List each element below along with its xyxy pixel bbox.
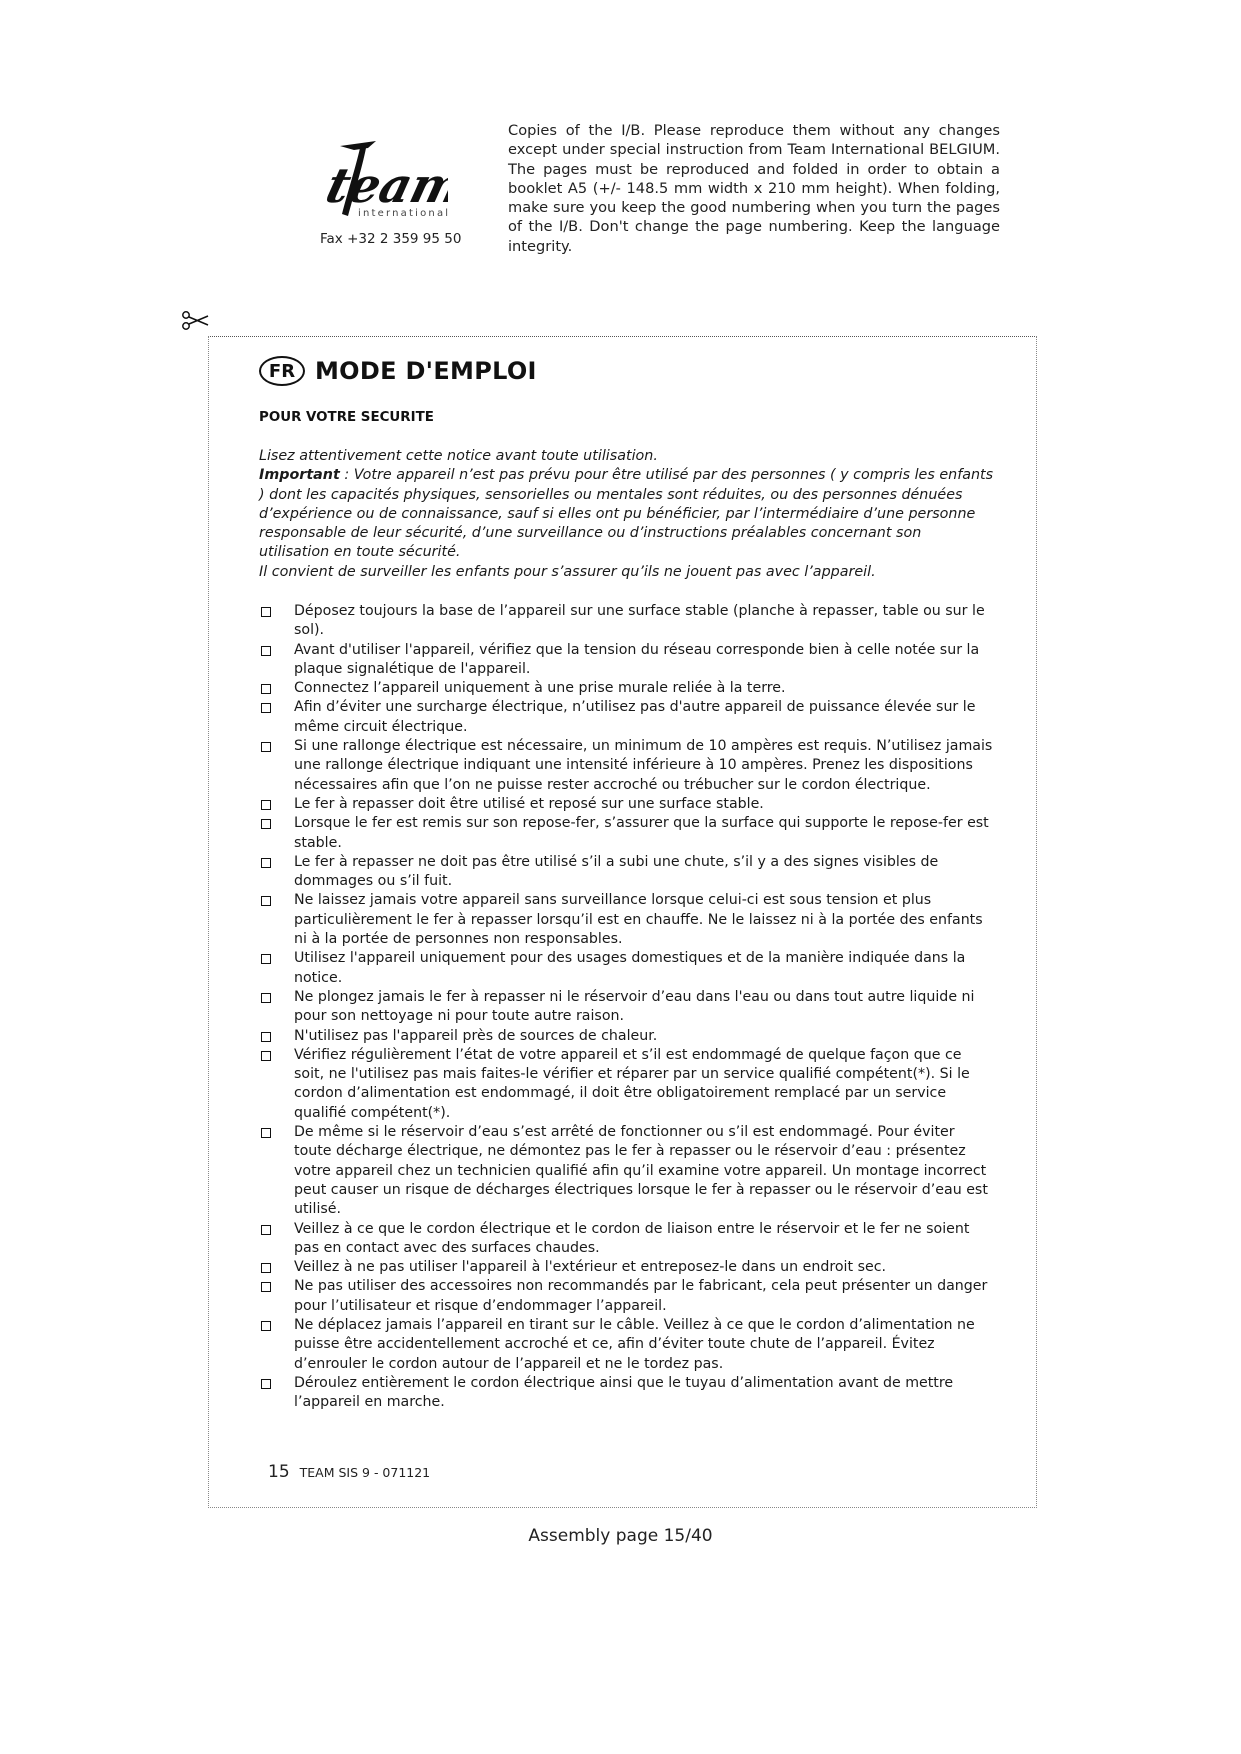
list-item — [259, 814, 995, 853]
checkbox-icon — [261, 896, 271, 906]
checkbox-icon — [261, 1051, 271, 1061]
checkbox-icon — [261, 819, 271, 829]
list-item-text: Le fer à repasser ne doit pas être utilisé s’il a subi une chute, s’il y a des signes visibles de dommages ou s’il fuit. — [294, 853, 939, 890]
list-item — [259, 853, 995, 892]
list-item — [259, 1258, 995, 1277]
checkbox-icon — [261, 1282, 271, 1292]
important-text: : Votre appareil n’est pas prévu pour être utilisé par des personnes ( y compris les enfants ) dont les capacités physiques, sensorielles ou mentales sont réduites, ou des personnes dénuées d’expérience ou de connaissance, sauf si elles ont pu bénéficier, par l’intermédiaire d’une personne responsable de leur sécurité, d’une surveillance ou d’instructions préalables concernant son utilisation en toute sécurité. — [259, 467, 994, 561]
list-item — [259, 641, 995, 680]
fax-number: Fax +32 2 359 95 50 — [320, 231, 462, 247]
list-item-text: Veillez à ne pas utiliser l'appareil à l'extérieur et entreposez-le dans un endroit sec. — [294, 1259, 887, 1276]
scissors-icon — [181, 309, 209, 331]
page-number: 15 — [268, 1462, 290, 1482]
logo-subtext: international — [358, 208, 448, 219]
checkbox-icon — [261, 607, 271, 617]
list-item — [259, 737, 995, 795]
checkbox-icon — [261, 1321, 271, 1331]
list-item-text: Veillez à ce que le cordon électrique et le cordon de liaison entre le réservoir et le fer ne soient pas en contact avec des surfaces chaudes. — [294, 1220, 970, 1256]
logo-graphic — [318, 136, 448, 226]
checkbox-icon — [261, 1379, 271, 1389]
checkbox-icon — [261, 1263, 271, 1273]
intro-important-paragraph — [259, 466, 995, 562]
important-label: Important — [259, 467, 340, 484]
list-item-text: Connectez l’appareil uniquement à une prise murale reliée à la terre. — [294, 680, 786, 697]
list-item-text: Afin d’éviter une surcharge électrique, n’utilisez pas d'autre appareil de puissance élevée sur le même circuit électrique. — [294, 699, 976, 735]
checkbox-icon — [261, 742, 271, 752]
list-item — [259, 1277, 995, 1316]
list-item-text: N'utilisez pas l'appareil près de sources de chaleur. — [294, 1027, 658, 1044]
checkbox-icon — [261, 703, 271, 713]
list-item-text: Déroulez entièrement le cordon électrique ainsi que le tuyau d’alimentation avant de mettre l’appareil en marche. — [294, 1374, 954, 1411]
list-item-text: Vérifiez régulièrement l’état de votre appareil et s’il est endommagé de quelque façon que ce soit, ne l'utilisez pas mais faites-le vérifier et réparer par un service qualifié compétent(*). Si le cordon d’alimentation est endommagé, il doit être obligatoirement remplacé par un service qualifié compétent(*). — [294, 1046, 970, 1121]
team-international-logo — [318, 136, 448, 226]
safety-list — [259, 602, 995, 1412]
page-title: MODE D'EMPLOI — [315, 357, 537, 385]
page-footer — [268, 1462, 430, 1482]
list-item-text: De même si le réservoir d’eau s’est arrêté de fonctionner ou s’il est endommagé. Pour éviter toute décharge électrique, ne démontez pas le fer à repasser ou le réservoir d’eau : présentez votre appareil chez un technicien qualifié afin qu’il examine votre appareil. Un montage incorrect peut causer un risque de décharges électriques lorsque le fer à repasser ou le réservoir d’eau est utilisé. — [294, 1124, 988, 1218]
list-item — [259, 891, 995, 949]
list-item-text: Utilisez l'appareil uniquement pour des usages domestiques et de la manière indiquée dans la notice. — [294, 950, 966, 986]
reproduction-instructions: Copies of the I/B. Please reproduce them without any changes except under special instruction from Team International BELGIUM. The pages must be reproduced and folded in order to obtain a booklet A5 (+/- 148.5 mm width x 210 mm height). When folding, make sure you keep the good numbering when you turn the pages of the I/B. Don't change the page numbering. Keep the language integrity. — [508, 122, 1000, 255]
model-code: TEAM SIS 9 - 071121 — [299, 1465, 431, 1480]
list-item-text: Lorsque le fer est remis sur son repose-fer, s’assurer que la surface qui supporte le repose-fer est stable. — [294, 815, 989, 851]
intro-line-children: Il convient de surveiller les enfants pour s’assurer qu’ils ne jouent pas avec l’appareil. — [259, 563, 876, 580]
list-item-text: Ne plongez jamais le fer à repasser ni le réservoir d’eau dans l'eau ou dans tout autre liquide ni pour son nettoyage ni pour toute autre raison. — [294, 988, 975, 1025]
list-item — [259, 1316, 995, 1374]
list-item-text: Si une rallonge électrique est nécessaire, un minimum de 10 ampères est requis. N’utilisez jamais une rallonge électrique indiquant une intensité inférieure à 10 ampères. Prenez les dispositions nécessaires afin que l’on ne puisse rester accroché ou trébucher sur le cordon électrique. — [294, 738, 993, 793]
list-item-text: Ne pas utiliser des accessoires non recommandés par le fabricant, cela peut présenter un danger pour l’utilisateur et risque d’endommager l’appareil. — [294, 1278, 988, 1314]
list-item — [259, 698, 995, 737]
checkbox-icon — [261, 954, 271, 964]
checkbox-icon — [261, 1128, 271, 1138]
checkbox-icon — [261, 858, 271, 868]
list-item — [259, 1374, 995, 1413]
checkbox-icon — [261, 1032, 271, 1042]
list-item — [259, 795, 995, 814]
list-item — [259, 1220, 995, 1259]
list-item — [259, 988, 995, 1027]
checkbox-icon — [261, 646, 271, 656]
list-item — [259, 679, 995, 698]
checkbox-icon — [261, 993, 271, 1003]
list-item-text: Le fer à repasser doit être utilisé et reposé sur une surface stable. — [294, 795, 764, 812]
list-item — [259, 1046, 995, 1123]
list-item-text: Déposez toujours la base de l’appareil sur une surface stable (planche à repasser, table ou sur le sol). — [294, 603, 985, 639]
intro-line-read-notice: Lisez attentivement cette notice avant toute utilisation. — [259, 448, 658, 464]
intro-block — [259, 447, 995, 582]
language-badge: FR — [259, 356, 305, 386]
list-item — [259, 949, 995, 988]
list-item-text: Ne déplacez jamais l’appareil en tirant sur le câble. Veillez à ce que le cordon d’alimentation ne puisse être accidentellement accroché et ce, afin d’éviter toute chute de l’appareil. Évitez d’enrouler le cordon autour de l’appareil et ne le tordez pas. — [294, 1316, 975, 1372]
checkbox-icon — [261, 1225, 271, 1235]
logo-text: team — [320, 157, 448, 214]
list-item — [259, 602, 995, 641]
list-item — [259, 1123, 995, 1219]
section-header — [259, 352, 537, 390]
assembly-page-label: Assembly page 15/40 — [528, 1526, 713, 1546]
checkbox-icon — [261, 800, 271, 810]
list-item-text: Ne laissez jamais votre appareil sans surveillance lorsque celui-ci est sous tension et plus particulièrement le fer à repasser lorsqu’il est en chauffe. Ne le laissez ni à la portée des enfants ni à la portée de personnes non responsables. — [294, 892, 983, 948]
safety-subheading: POUR VOTRE SECURITE — [259, 410, 434, 425]
checkbox-icon — [261, 684, 271, 694]
list-item-text: Avant d'utiliser l'appareil, vérifiez que la tension du réseau corresponde bien à celle notée sur la plaque signalétique de l'appareil. — [294, 641, 980, 677]
list-item — [259, 1027, 995, 1046]
